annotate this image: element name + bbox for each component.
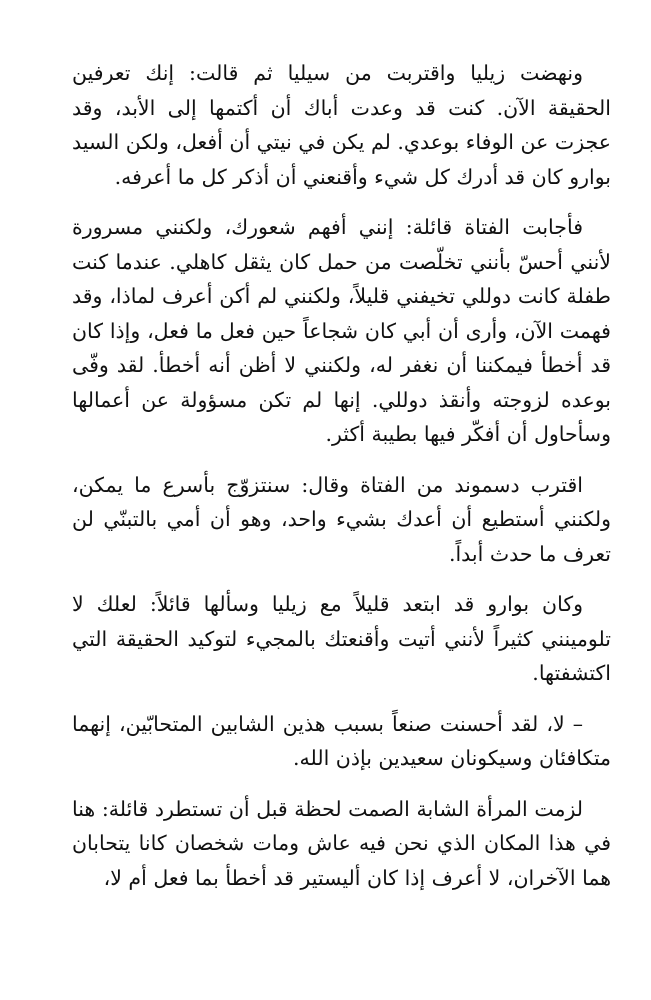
paragraph: لزمت المرأة الشابة الصمت لحظة قبل أن تستطرد قائلة: هنا في هذا المكان الذي نحن فيه عاش ومات شخصان كانا يتحابان هما الآخران، لا أعرف إذا كان أليستير قد أخطأ بما فعل أم لا، — [72, 796, 611, 890]
book-page — [72, 56, 611, 1000]
paragraph: ونهضت زيليا واقتربت من سيليا ثم قالت: إنك تعرفين الحقيقة الآن. كنت قد وعدت أباك أن أكتمها إلى الأبد، وقد عجزت عن الوفاء بوعدي. لم يكن في نيتي أن أفعل، ولكن السيد بوارو كان قد أدرك كل شيء وأقنعني أن أذكر كل ما أعرفه. — [72, 61, 611, 189]
paragraph: وكان بوارو قد ابتعد قليلاً مع زيليا وسألها قائلاً: لعلك لا تلومينني كثيراً لأنني أتيت وأقنعتك بالمجيء لتوكيد الحقيقة التي اكتشفتها. — [72, 592, 611, 685]
paragraph: فأجابت الفتاة قائلة: إنني أفهم شعورك، ولكنني مسرورة لأنني أحسّ بأنني تخلّصت من حمل كان يثقل كاهلي. عندما كنت طفلة كانت دوللي تخيفني قليلاً، ولكنني لم أكن أعرف لماذا، وقد فهمت الآن، وأرى أن أبي كان شجاعاً حين فعل ما فعل، وإذا كان قد أخطأ فيمكننا أن نغفر له، ولكنني لا أظن أنه أخطأ. لقد وفّى بوعده لزوجته وأنقذ دوللي. إنها لم تكن مسؤولة عن أعمالها وسأحاول أن أفكّر فيها بطيبة أكثر. — [72, 215, 611, 446]
paragraph: اقترب دسموند من الفتاة وقال: سنتزوّج بأسرع ما يمكن، ولكنني أستطيع أن أعدك بشيء واحد، وهو أن أمي بالتبنّي لن تعرف ما حدث أبداً. — [72, 472, 611, 566]
paragraph: – لا، لقد أحسنت صنعاً بسبب هذين الشابين المتحابّين، إنهما متكافئان وسيكونان سعيدين بإذن الله. — [72, 711, 611, 770]
